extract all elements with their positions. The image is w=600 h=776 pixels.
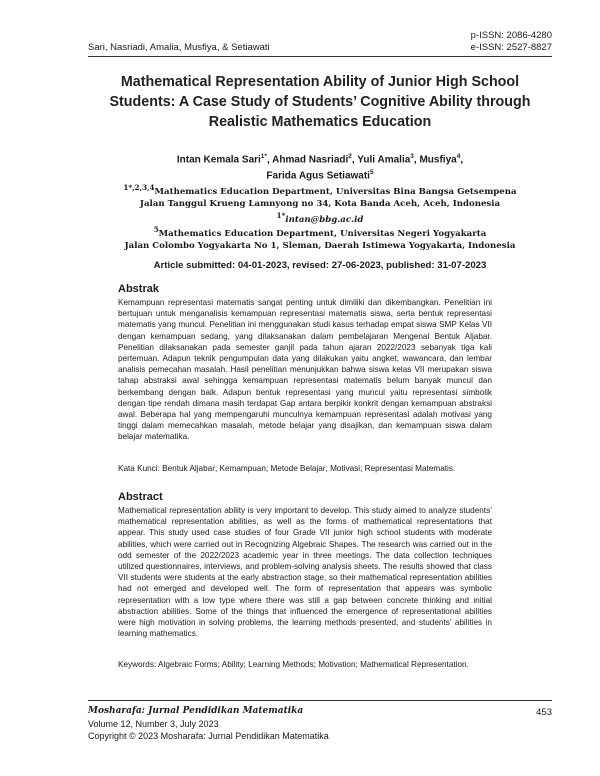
running-authors: Sari, Nasriadi, Amalia, Musfiya, & Setiawati (88, 42, 270, 53)
footer-divider (88, 700, 552, 701)
email-sup: 1* (276, 210, 286, 220)
author-name: Farida Agus Setiawati (266, 170, 370, 182)
affiliation-sup: 1*,2,3,4 (123, 183, 155, 192)
affiliation-2 (88, 224, 552, 252)
footer-copyright: Copyright © 2023 Mosharafa: Jurnal Pendidikan Matematika (88, 731, 329, 741)
pissn: p-ISSN: 2086-4280 (470, 30, 552, 41)
affiliation-line: Jalan Colombo Yogyakarta No 1, Sleman, Daerah Istimewa Yogyakarta, Indonesia (124, 240, 516, 251)
abstrak-heading: Abstrak (118, 283, 159, 295)
header-divider (88, 56, 552, 57)
footer-journal-name: Mosharafa: Jurnal Pendidikan Matematika (88, 706, 304, 716)
affiliation-1 (88, 182, 552, 226)
abstract-body: Mathematical representation ability is very important to develop. This study aimed to analyze students’ mathematical representation abilities, as well as the forms of mathematical representations that appear. This study used case studies of four Grade VII junior high school students with moderate abilities, which were carried out in Recognizing Algebraic Shapes. The research was carried out in the odd semester of the 2022/2023 academic year in three meetings. The data collection techniques utilized questionnaires, interviews, and problem-solving analysis sheets. The results showed that class VII students were students at the early abstraction stage, so their mathematical representation abilities had not emerged and developed well. The form of representation that appears was symbolic representation with a low type where there was still a gap between concrete thinking and initial abstraction abilities. Some of the things that influenced the emergence of representational abilities were high motivation in solving problems, the learning methods presented, and students’ abilities in learning mathematics. (118, 506, 492, 639)
affiliation-sup: 5 (153, 225, 159, 234)
author-name: Intan Kemala Sari (176, 154, 261, 166)
eissn: e-ISSN: 2527-8827 (470, 42, 552, 53)
paper-title: Mathematical Representation Ability of Junior High School Students: A Case Study of Students’ Cognitive Ability through Realistic Mathematics Education (109, 74, 531, 130)
author-name: Ahmad Nasriadi (272, 154, 349, 166)
abstract-keywords: Keywords: Algebraic Forms; Ability; Learning Methods; Motivation; Mathematical Representation. (118, 660, 469, 669)
author-name: Yuli Amalia (357, 154, 411, 166)
issn-block (471, 30, 552, 54)
author-name: Musfiya (419, 154, 457, 166)
article-dates: Article submitted: 04-01-2023, revised: 27-06-2023, published: 31-07-2023 (153, 260, 487, 271)
author-sup: 3 (410, 153, 414, 160)
author-list: Intan Kemala Sari$^{1*}$, Ahmad Nasriadi$^2$, Yuli Amalia$^3$, Musfiya$^4$, Farida Agus Setiawati$^5$ (176, 153, 464, 182)
affiliation-line: Mathematics Education Department, Universitas Bina Bangsa Getsempena (154, 186, 517, 197)
author-sup: 1* (260, 153, 267, 160)
author-sup: 4 (456, 153, 461, 160)
abstrak-body: Kemampuan representasi matematis sangat penting untuk dimiliki dan dikembangkan. Penelitian ini bertujuan untuk menganalisis kemampuan representasi matematis siswa, serta bentuk representasi matematis yang muncul. Penelitian ini menggunakan studi kasus terhadap empat siswa SMP Kelas VII dengan kemampuan sedang, yang dilaksanakan dalam pembelajaran Mengenal Bentuk Aljabar. Penelitian dilaksanakan pada semester ganjil pada tahun ajaran 2022/2023 sebanyak tiga kali pertemuan. Adapun teknik pengumpulan data yang dilakukan yaitu angket, wawancara, dan lembar analisis pemecahan masalah. Hasil penelitian menunjukkan bahwa siswa kelas VII merupakan siswa tahap abstraksi awal sehingga kemampuan representasi matematis belum banyak muncul dan berkembang dengan baik. Adapun bentuk representasi yang muncul yaitu representasi simbolik dengan tipe rendah dimana masih terdapat Gap antara berpikir konkrit dengan kemampuan abstraksi awal. Beberapa hal yang mempengaruhi munculnya kemampuan representasi adalah motivasi yang tinggi dalam memecahkan masalah, metode belajar yang disajikan, dan kemampuan siswa dalam belajar matematika. (118, 298, 492, 442)
author-sup: 2 (348, 153, 352, 160)
affiliation-line: Jalan Tanggul Krueng Lamnyong no 34, Kota Banda Aceh, Aceh, Indonesia (139, 198, 501, 209)
author-sup: 5 (369, 169, 374, 177)
abstract-heading: Abstract (118, 491, 163, 503)
email-link[interactable]: intan@bbg.ac.id (285, 214, 364, 225)
abstrak-keywords: Kata Kunci: Bentuk Aljabar; Kemampuan; Metode Belajar; Motivasi; Representasi Matematis. (118, 464, 456, 473)
footer-volume: Volume 12, Number 3, July 2023 (88, 719, 219, 729)
page-number: 453 (536, 707, 552, 718)
affiliation-line: Mathematics Education Department, Universitas Negeri Yogyakarta (158, 228, 487, 239)
